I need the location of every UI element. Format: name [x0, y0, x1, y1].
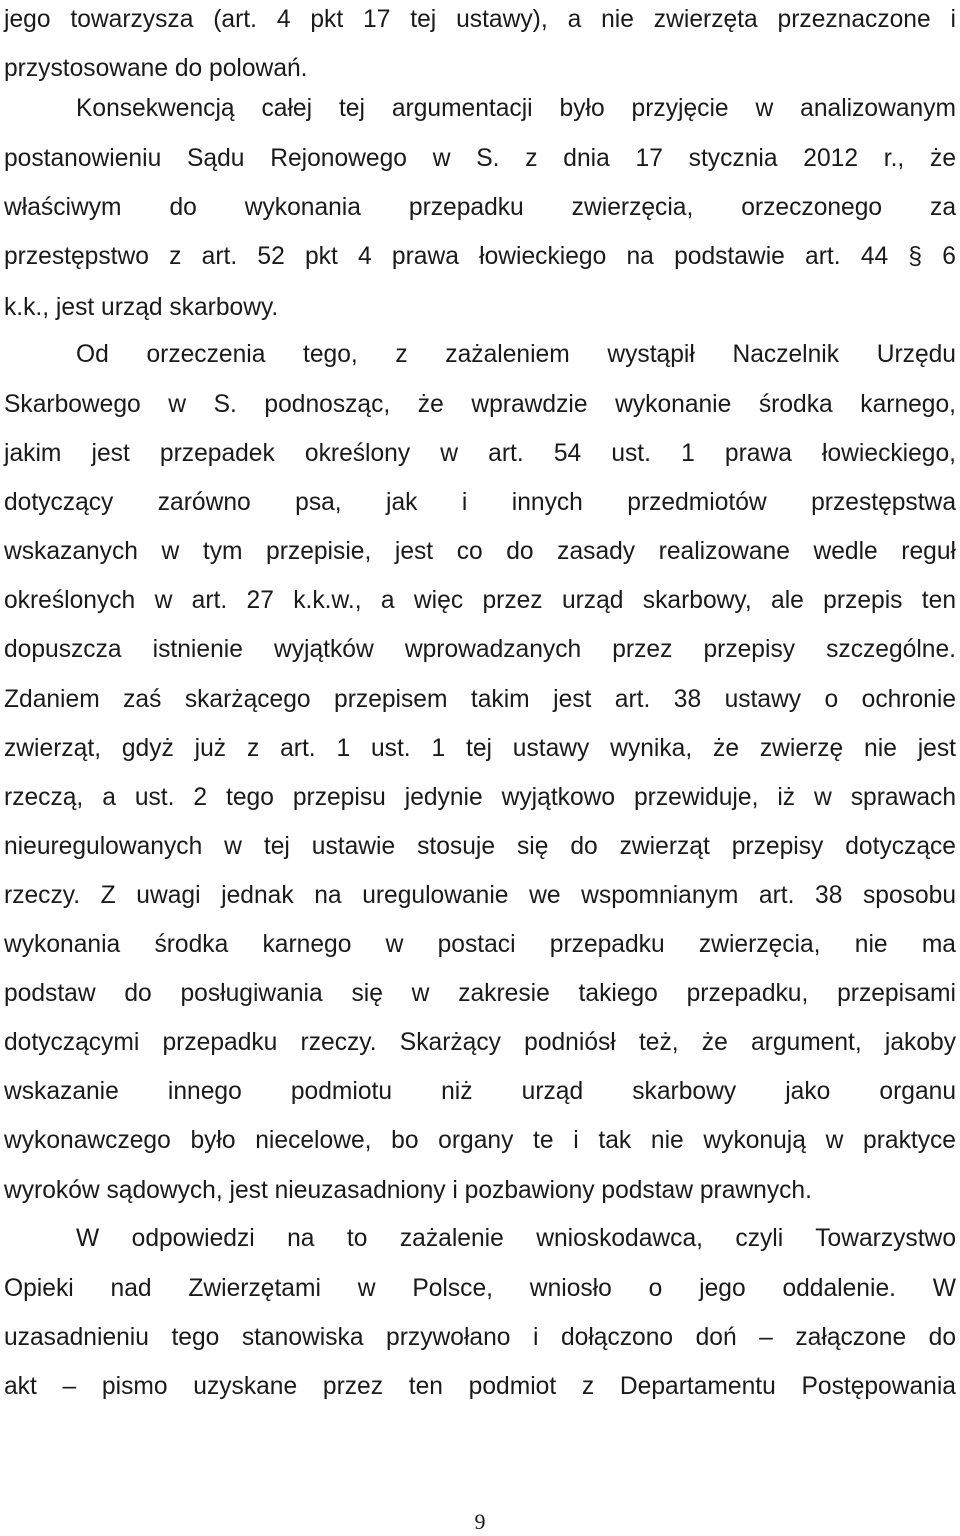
text-line: podstaw do posługiwania się w zakresie takiego przepadku, przepisami [4, 980, 956, 1007]
text-line: Skarbowego w S. podnosząc, że wprawdzie wykonanie środka karnego, [4, 391, 956, 418]
text-line: Zdaniem zaś skarżącego przepisem takim jest art. 38 ustawy o ochronie [4, 686, 956, 713]
text-line: postanowieniu Sądu Rejonowego w S. z dnia 17 stycznia 2012 r., że [4, 145, 956, 172]
text-line: dotyczący zarówno psa, jak i innych przedmiotów przestępstwa [4, 489, 956, 516]
text-line: Konsekwencją całej tej argumentacji było przyjęcie w analizowanym [76, 95, 956, 122]
text-line: wskazanie innego podmiotu niż urząd skarbowy jako organu [4, 1078, 956, 1105]
text-line: k.k., jest urząd skarbowy. [4, 294, 279, 321]
text-line: zwierząt, gdyż już z art. 1 ust. 1 tej ustawy wynika, że zwierzę nie jest [4, 735, 956, 762]
text-line: jakim jest przepadek określony w art. 54 ust. 1 prawa łowieckiego, [4, 440, 956, 467]
text-line: dopuszcza istnienie wyjątków wprowadzanych przez przepisy szczególne. [4, 636, 956, 663]
text-line: W odpowiedzi na to zażalenie wnioskodawca, czyli Towarzystwo [76, 1225, 956, 1252]
text-line: wskazanych w tym przepisie, jest co do zasady realizowane wedle reguł [4, 538, 956, 565]
text-line: Od orzeczenia tego, z zażaleniem wystąpił Naczelnik Urzędu [76, 341, 956, 368]
text-line: przestępstwo z art. 52 pkt 4 prawa łowieckiego na podstawie art. 44 § 6 [4, 243, 956, 270]
text-line: określonych w art. 27 k.k.w., a więc przez urząd skarbowy, ale przepis ten [4, 587, 956, 614]
text-line: wykonawczego było niecelowe, bo organy te i tak nie wykonują w praktyce [4, 1127, 956, 1154]
text-line: jego towarzysza (art. 4 pkt 17 tej ustawy), a nie zwierzęta przeznaczone i [4, 6, 956, 33]
text-line: rzeczą, a ust. 2 tego przepisu jedynie wyjątkowo przewiduje, iż w sprawach [4, 784, 956, 811]
page-number: 9 [474, 1509, 486, 1534]
text-line: akt – pismo uzyskane przez ten podmiot z Departamentu Postępowania [4, 1373, 956, 1400]
text-line: rzeczy. Z uwagi jednak na uregulowanie we wspomnianym art. 38 sposobu [4, 882, 956, 909]
text-line: wykonania środka karnego w postaci przepadku zwierzęcia, nie ma [4, 931, 956, 958]
text-line: Opieki nad Zwierzętami w Polsce, wniosło o jego oddalenie. W [4, 1275, 956, 1302]
text-line: przystosowane do polowań. [4, 55, 308, 82]
text-line: dotyczącymi przepadku rzeczy. Skarżący podniósł też, że argument, jakoby [4, 1029, 956, 1056]
text-line: nieuregulowanych w tej ustawie stosuje się do zwierząt przepisy dotyczące [4, 833, 956, 860]
text-line: uzasadnieniu tego stanowiska przywołano i dołączono doń – załączone do [4, 1324, 956, 1351]
text-line: właściwym do wykonania przepadku zwierzęcia, orzeczonego za [4, 194, 956, 221]
text-line: wyroków sądowych, jest nieuzasadniony i pozbawiony podstaw prawnych. [4, 1177, 812, 1204]
